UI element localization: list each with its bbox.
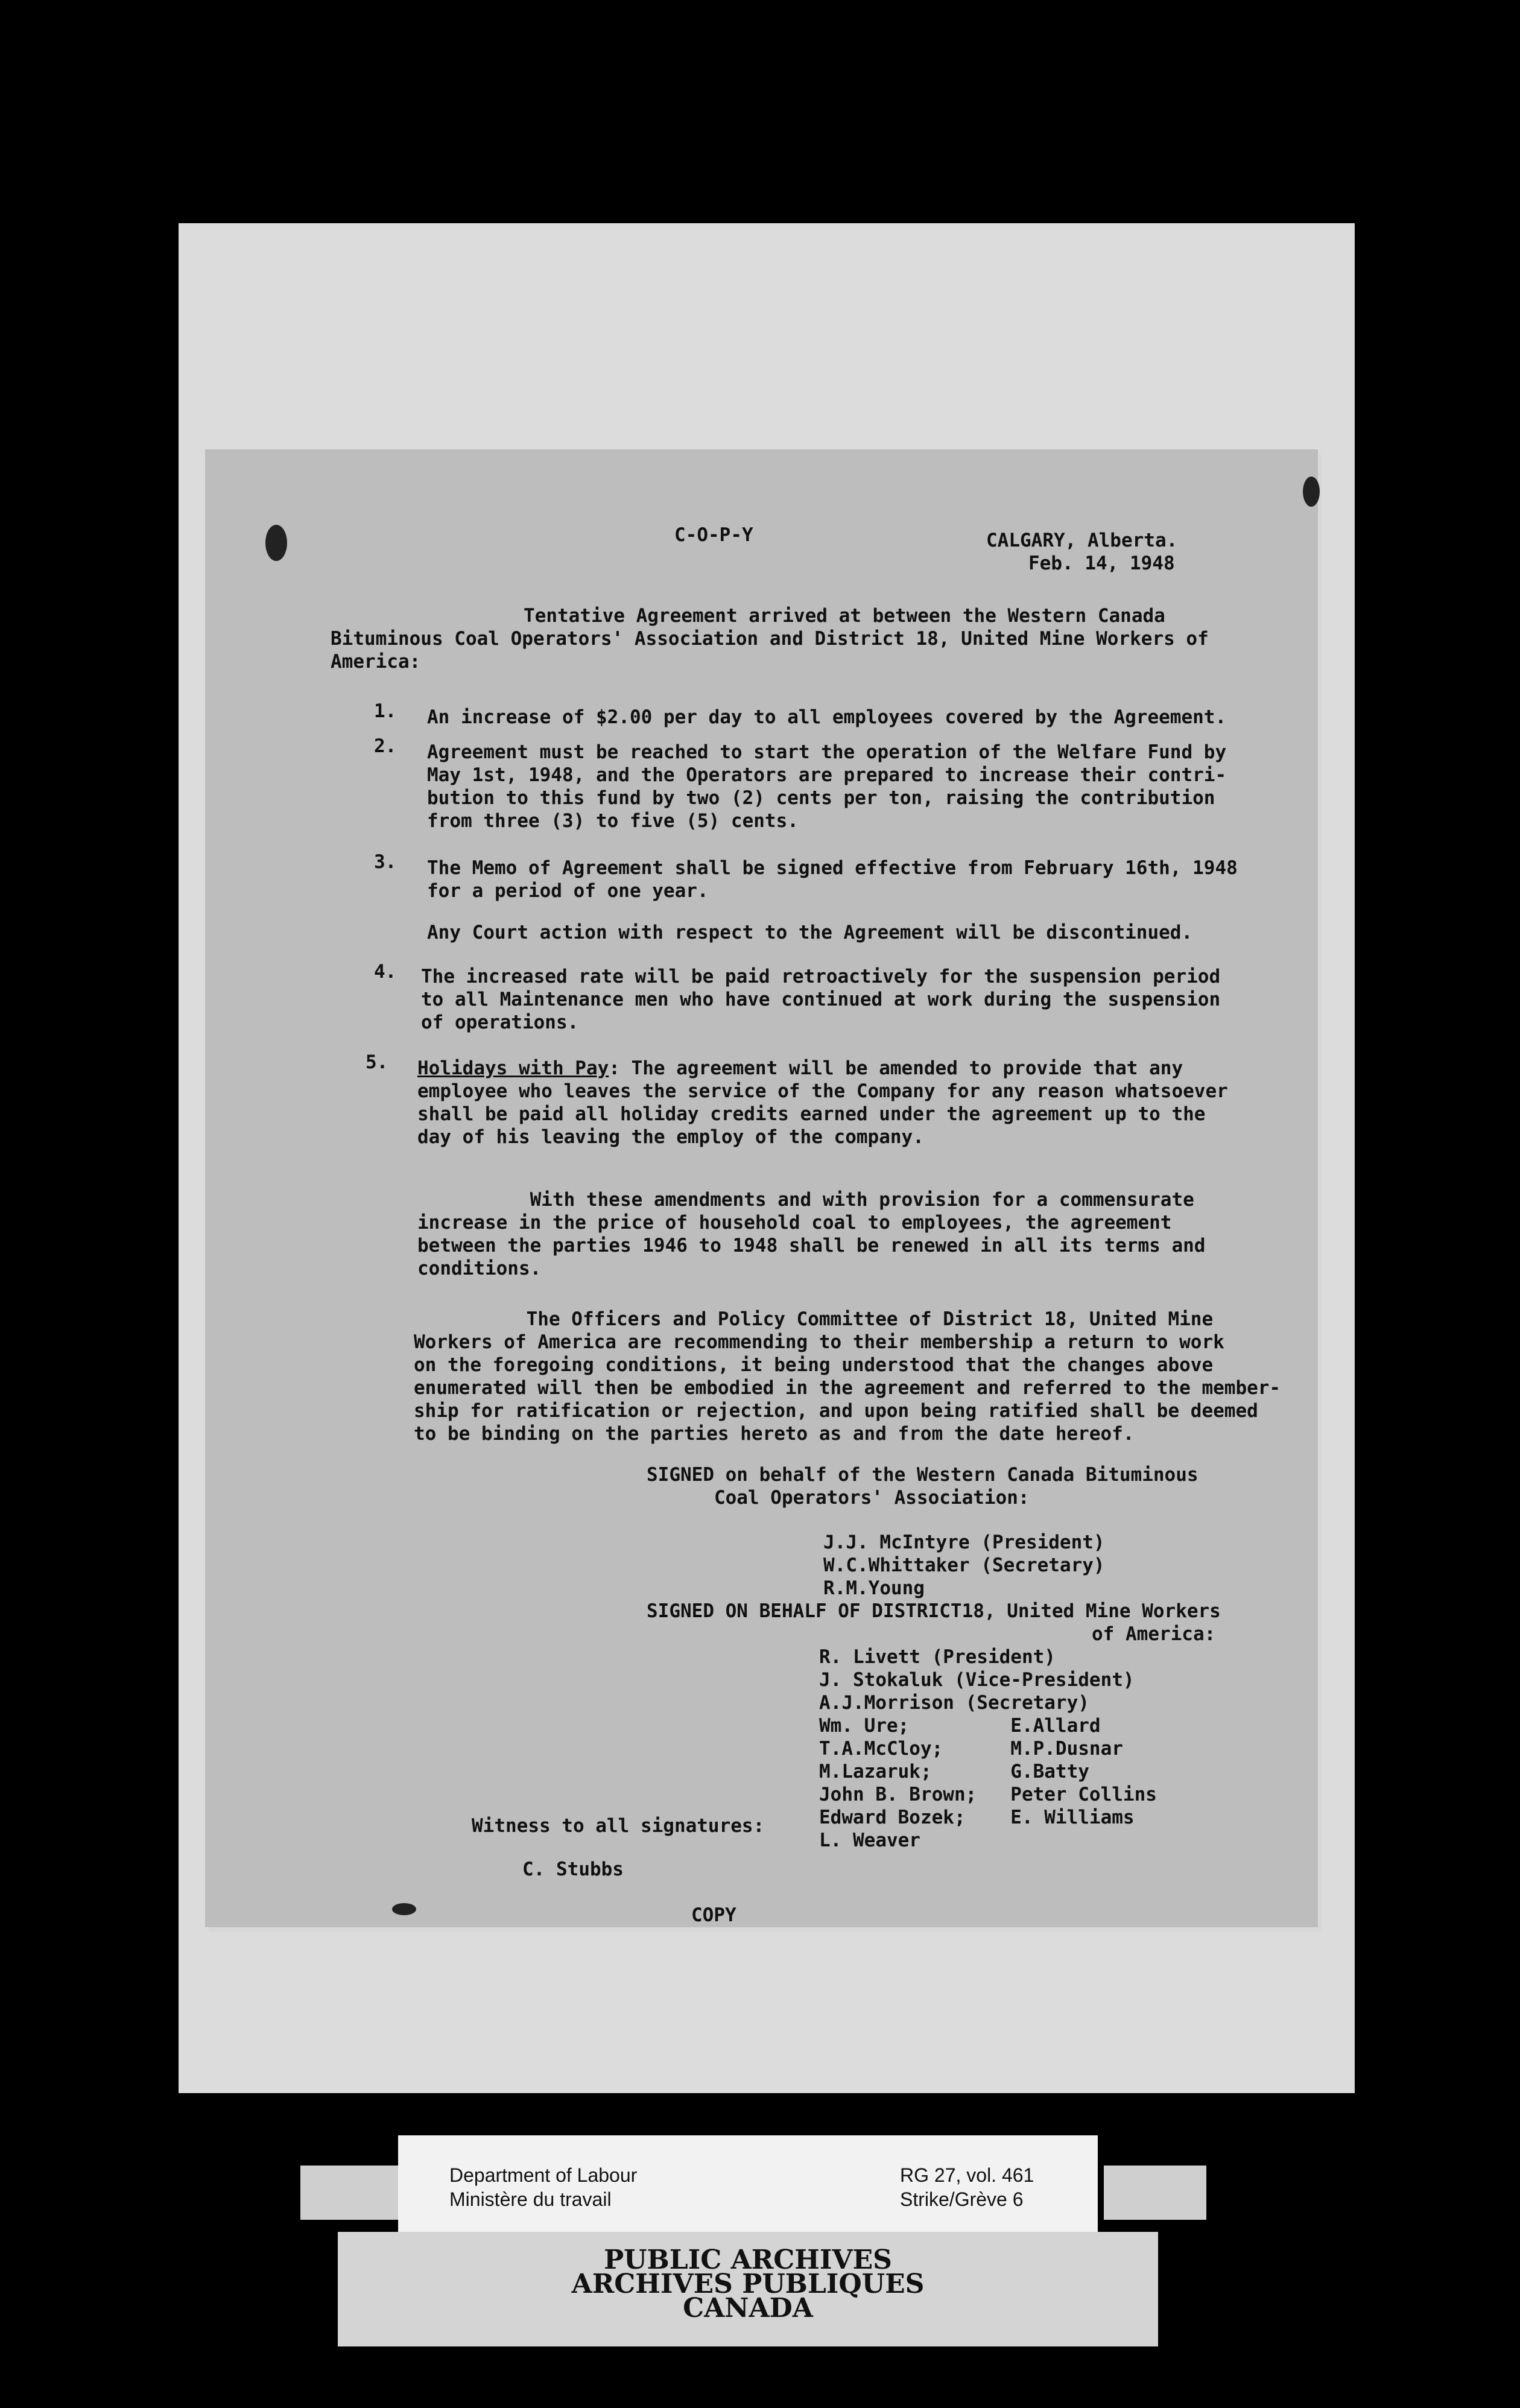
- signed-operators: Coal Operators' Association:: [647, 1487, 1030, 1509]
- operator-signer: W.C.Whittaker (Secretary): [823, 1554, 1105, 1576]
- item-number: 4.: [374, 961, 397, 983]
- footer-copy: COPY: [691, 1904, 736, 1926]
- witness-label: Witness to all signatures:: [472, 1815, 765, 1837]
- paragraph-line: With these amendments and with provision for a commensurate: [417, 1189, 1194, 1211]
- item-text: of operations.: [421, 1012, 579, 1033]
- ink-smudge: [392, 1903, 416, 1915]
- item-text: Agreement must be reached to start the operation of the Welfare Fund by: [427, 741, 1227, 763]
- item-text: The Memo of Agreement shall be signed effective from February 16th, 1948: [427, 857, 1238, 879]
- district-signer: L. Weaver: [819, 1830, 920, 1851]
- operator-signer: R.M.Young: [823, 1577, 925, 1599]
- stamp-line3: CANADA: [683, 2293, 813, 2324]
- label-rg: RG 27, vol. 461: [900, 2164, 1034, 2186]
- item-number: 1.: [374, 700, 397, 722]
- court-line: Any Court action with respect to the Agreement will be discontinued.: [427, 922, 1193, 943]
- label-strike: Strike/Grève 6: [900, 2188, 1024, 2210]
- item5-first-line: [417, 1057, 1183, 1080]
- district-signer: J. Stokaluk (Vice-President): [819, 1669, 1135, 1691]
- item-number: 3.: [374, 851, 397, 873]
- label-tab-right: [1104, 2166, 1206, 2220]
- paragraph-line: between the parties 1946 to 1948 shall be renewed in all its terms and: [417, 1235, 1206, 1256]
- paragraph-line: conditions.: [417, 1258, 542, 1279]
- label-tab-left: [300, 2166, 403, 2220]
- district-signer: M.Lazaruk; G.Batty: [819, 1761, 1089, 1782]
- item-text: May 1st, 1948, and the Operators are prepared to increase their contri-: [427, 764, 1227, 786]
- district-signer: T.A.McCloy; M.P.Dusnar: [819, 1738, 1123, 1760]
- intro-line: Bituminous Coal Operators' Association and District 18, United Mine Workers of: [331, 628, 1209, 650]
- paragraph-line: The Officers and Policy Committee of District 18, United Mine: [414, 1308, 1214, 1330]
- item-text: shall be paid all holiday credits earned under the agreement up to the: [417, 1103, 1206, 1125]
- copy-heading: C-O-P-Y: [674, 524, 753, 546]
- holidays-heading: Holidays with Pay: [417, 1057, 609, 1079]
- paragraph-line: increase in the price of household coal to employees, the agreement: [417, 1212, 1172, 1234]
- stamp-line1: PUBLIC ARCHIVES: [604, 2245, 892, 2275]
- district-signer: Wm. Ure; E.Allard: [819, 1715, 1101, 1737]
- item5-rest: : The agreement will be amended to provide that any: [609, 1057, 1183, 1079]
- ink-smudge: [265, 525, 287, 561]
- item-number: 5.: [366, 1051, 388, 1073]
- district-signer: John B. Brown; Peter Collins: [819, 1784, 1157, 1805]
- signed-operators: SIGNED on behalf of the Western Canada Bituminous: [647, 1464, 1199, 1486]
- item-text: day of his leaving the employ of the company.: [417, 1126, 924, 1148]
- district-signer: R. Livett (President): [819, 1646, 1056, 1668]
- item-text: from three (3) to five (5) cents.: [427, 810, 799, 832]
- intro-line: America:: [331, 651, 421, 673]
- operator-signer: J.J. McIntyre (President): [823, 1532, 1105, 1553]
- paragraph-line: ship for ratification or rejection, and upon being ratified shall be deemed: [414, 1400, 1258, 1422]
- label-ministere: Ministère du travail: [449, 2188, 612, 2210]
- item-text: An increase of $2.00 per day to all employees covered by the Agreement.: [427, 706, 1227, 728]
- stamp-line2: ARCHIVES PUBLIQUES: [571, 2269, 925, 2299]
- paragraph-line: Workers of America are recommending to their membership a return to work: [414, 1331, 1224, 1353]
- district-signer: Edward Bozek; E. Williams: [819, 1807, 1135, 1828]
- item-text: The increased rate will be paid retroactively for the suspension period: [421, 966, 1221, 987]
- signed-district: SIGNED ON BEHALF OF DISTRICT18, United Mine Workers: [647, 1600, 1221, 1622]
- district-signer: A.J.Morrison (Secretary): [819, 1692, 1089, 1714]
- signed-district-2: of America:: [1092, 1623, 1216, 1645]
- item-text: to all Maintenance men who have continued at work during the suspension: [421, 989, 1221, 1010]
- date: Feb. 14, 1948: [1028, 553, 1175, 574]
- intro-line: Tentative Agreement arrived at between the Western Canada: [524, 605, 1165, 627]
- archives-stamp: [338, 2232, 1158, 2346]
- item-text: for a period of one year.: [427, 880, 709, 902]
- item-text: bution to this fund by two (2) cents per ton, raising the contribution: [427, 787, 1215, 809]
- witness-name: C. Stubbs: [522, 1858, 624, 1880]
- paragraph-line: to be binding on the parties hereto as and from the date hereof.: [414, 1423, 1135, 1445]
- ink-smudge: [1303, 477, 1320, 507]
- label-dept: Department of Labour: [449, 2164, 638, 2186]
- item-number: 2.: [374, 735, 397, 757]
- paragraph-line: on the foregoing conditions, it being understood that the changes above: [414, 1354, 1214, 1376]
- item-text: employee who leaves the service of the Company for any reason whatsoever: [417, 1080, 1228, 1102]
- place: CALGARY, Alberta.: [986, 530, 1178, 551]
- paragraph-line: enumerated will then be embodied in the agreement and referred to the member-: [414, 1377, 1281, 1399]
